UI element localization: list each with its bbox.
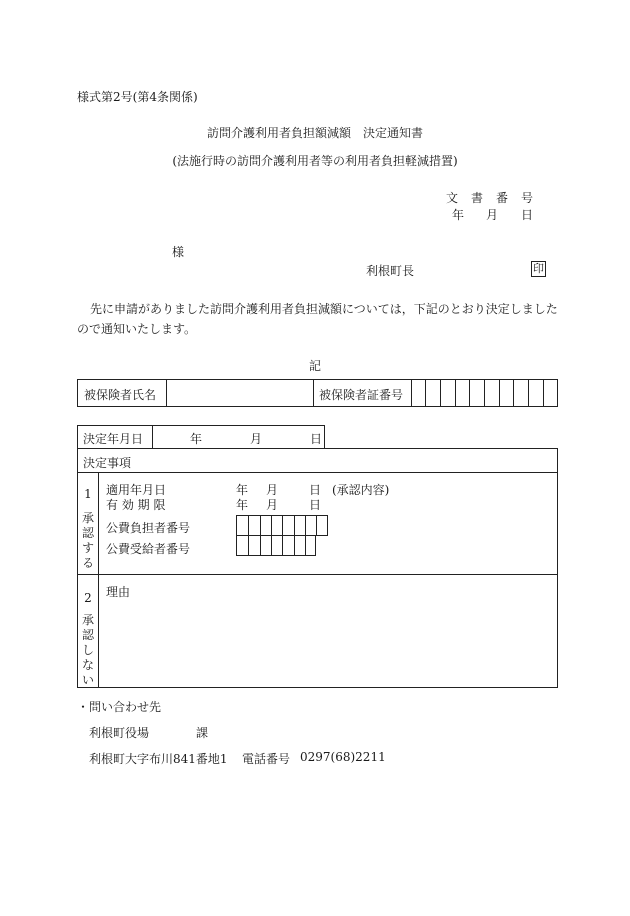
digit-divider xyxy=(455,380,456,406)
valid-day-label: 日 xyxy=(309,498,322,512)
valid-month-label: 月 xyxy=(266,498,279,512)
digit-divider xyxy=(484,380,485,406)
digit-divider xyxy=(316,516,317,535)
decision-date-label: 決定年月日 xyxy=(83,432,144,446)
apply-year-label: 年 xyxy=(236,483,249,497)
digit-divider xyxy=(248,536,249,555)
issue-year-label: 年 xyxy=(452,208,465,222)
digit-divider xyxy=(440,380,441,406)
apply-day-label: 日 xyxy=(309,483,322,497)
contact-section: 課 xyxy=(196,726,209,740)
insured-name-field[interactable] xyxy=(166,380,313,406)
reason-label: 理由 xyxy=(106,585,131,599)
decision-items-label: 決定事項 xyxy=(83,456,132,470)
deny-label-5: い xyxy=(81,673,94,687)
digit-divider xyxy=(543,380,544,406)
addressee-suffix: 様 xyxy=(172,245,185,259)
apply-month-label: 月 xyxy=(266,483,279,497)
decision-date-box xyxy=(77,425,325,449)
recipient-number-grid[interactable] xyxy=(236,535,316,556)
apply-date-label: 適用年月日 xyxy=(106,483,167,497)
digit-divider xyxy=(282,516,283,535)
decision-year-label: 年 xyxy=(190,432,203,446)
contact-tel-number: 0297(68)2211 xyxy=(300,750,386,764)
deny-label-2: 認 xyxy=(81,628,94,642)
digit-divider xyxy=(513,380,514,406)
doc-number-char-3: 番 xyxy=(496,191,509,205)
digit-divider xyxy=(282,536,283,555)
reason-field[interactable] xyxy=(106,601,546,681)
document-subtitle: (法施行時の訪問介護利用者等の利用者負担軽減措置) xyxy=(172,154,458,168)
digit-divider xyxy=(411,380,412,406)
deny-label-3: し xyxy=(81,643,94,657)
form-number: 様式第2号(第4条関係) xyxy=(77,90,198,104)
decision-month-label: 月 xyxy=(250,432,263,446)
deny-label-4: な xyxy=(81,658,94,672)
digit-divider xyxy=(271,516,272,535)
approve-number: 1 xyxy=(84,487,92,501)
digit-divider xyxy=(294,536,295,555)
public-payer-number-label: 公費負担者番号 xyxy=(106,521,191,535)
body-line-1: 先に申請がありました訪問介護利用者負担減額については，下記のとおり決定しました xyxy=(90,302,558,316)
digit-divider xyxy=(271,536,272,555)
digit-divider xyxy=(248,516,249,535)
digit-divider xyxy=(499,380,500,406)
valid-year-label: 年 xyxy=(236,498,249,512)
digit-divider xyxy=(305,536,306,555)
doc-number-char-4: 号 xyxy=(521,191,534,205)
deny-label-1: 承 xyxy=(81,613,94,627)
issue-month-label: 月 xyxy=(486,208,499,222)
insured-table xyxy=(77,379,558,407)
divider xyxy=(98,472,99,688)
deny-number: 2 xyxy=(84,591,92,605)
decision-day-label: 日 xyxy=(310,432,323,446)
digit-divider xyxy=(260,516,261,535)
approve-label-3: す xyxy=(81,541,94,555)
digit-divider xyxy=(260,536,261,555)
divider xyxy=(78,574,557,575)
divider xyxy=(152,426,153,448)
approve-label-1: 承 xyxy=(81,511,94,525)
digit-divider xyxy=(528,380,529,406)
contact-office: 利根町役場 xyxy=(89,726,150,740)
document-title: 訪問介護利用者負担額減額 決定通知書 xyxy=(206,126,423,140)
contact-address: 利根町大字布川841番地1 xyxy=(89,752,228,766)
approve-label-4: る xyxy=(81,556,94,570)
approved-content-label: (承認内容) xyxy=(332,483,390,497)
divider xyxy=(78,472,557,473)
insured-name-label: 被保険者氏名 xyxy=(84,388,157,402)
issue-day-label: 日 xyxy=(521,208,534,222)
digit-divider xyxy=(469,380,470,406)
issuer-name: 利根町長 xyxy=(366,264,415,278)
doc-number-char-1: 文 xyxy=(446,191,459,205)
insured-number-label: 被保険者証番号 xyxy=(319,388,404,402)
decision-items-table xyxy=(77,448,558,688)
digit-divider xyxy=(294,516,295,535)
body-line-2: ので通知いたします。 xyxy=(77,322,197,336)
digit-divider xyxy=(305,516,306,535)
digit-divider xyxy=(425,380,426,406)
divider xyxy=(313,380,314,406)
approve-label-2: 認 xyxy=(81,526,94,540)
seal-mark: 印 xyxy=(533,262,544,275)
contact-tel-label: 電話番号 xyxy=(242,752,291,766)
valid-period-label: 有 効 期 限 xyxy=(106,498,166,512)
ki-heading: 記 xyxy=(309,359,322,373)
payer-number-grid[interactable] xyxy=(236,515,328,536)
public-recipient-number-label: 公費受給者番号 xyxy=(106,542,191,556)
contact-heading: ・問い合わせ先 xyxy=(77,700,162,714)
doc-number-char-2: 書 xyxy=(471,191,484,205)
